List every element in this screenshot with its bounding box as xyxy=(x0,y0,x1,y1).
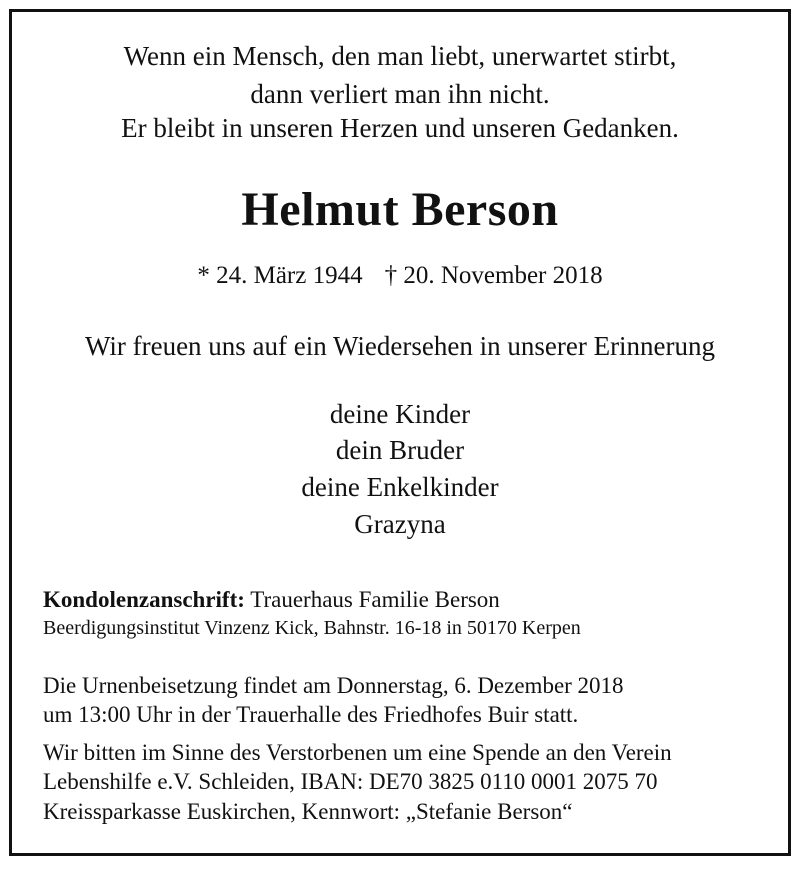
donation-line-2: Lebenshilfe e.V. Schleiden, IBAN: DE70 3825 0110 0001 2075 70 xyxy=(43,769,658,794)
donation-line-3: Kreissparkasse Euskirchen, Kennwort: „Stefanie Berson“ xyxy=(43,799,573,824)
funeral-home: Beerdigungsinstitut Vinzenz Kick, Bahnstr. 16-18 in 50170 Kerpen xyxy=(43,617,581,639)
mourner-brother: dein Bruder xyxy=(335,435,465,465)
condolence-house: Trauerhaus Familie Berson xyxy=(250,587,500,612)
deceased-name: Helmut Berson xyxy=(241,183,559,236)
burial-line-2: um 13:00 Uhr in der Trauerhalle des Friedhofes Buir statt. xyxy=(43,702,579,727)
death-date: † 20. November 2018 xyxy=(384,262,603,289)
motto-line-1: Wenn ein Mensch, den man liebt, unerwartet stirbt, xyxy=(123,41,677,71)
life-dates xyxy=(0,263,800,288)
motto-line-2: dann verliert man ihn nicht. xyxy=(250,79,550,109)
mourner-grazyna: Grazyna xyxy=(354,509,446,539)
mourner-children: deine Kinder xyxy=(329,399,471,429)
birth-date: * 24. März 1944 xyxy=(197,262,363,289)
condolence-address xyxy=(43,588,500,611)
condolence-label: Kondolenzanschrift: xyxy=(43,587,245,612)
donation-line-1: Wir bitten im Sinne des Verstorbenen um eine Spende an den Verein xyxy=(43,740,672,765)
remembrance-line: Wir freuen uns auf ein Wiedersehen in unserer Erinnerung xyxy=(84,331,716,361)
motto-line-3: Er bleibt in unseren Herzen und unseren Gedanken. xyxy=(121,113,679,143)
mourner-grandchildren: deine Enkelkinder xyxy=(301,472,499,502)
burial-line-1: Die Urnenbeisetzung findet am Donnerstag, 6. Dezember 2018 xyxy=(43,673,624,698)
